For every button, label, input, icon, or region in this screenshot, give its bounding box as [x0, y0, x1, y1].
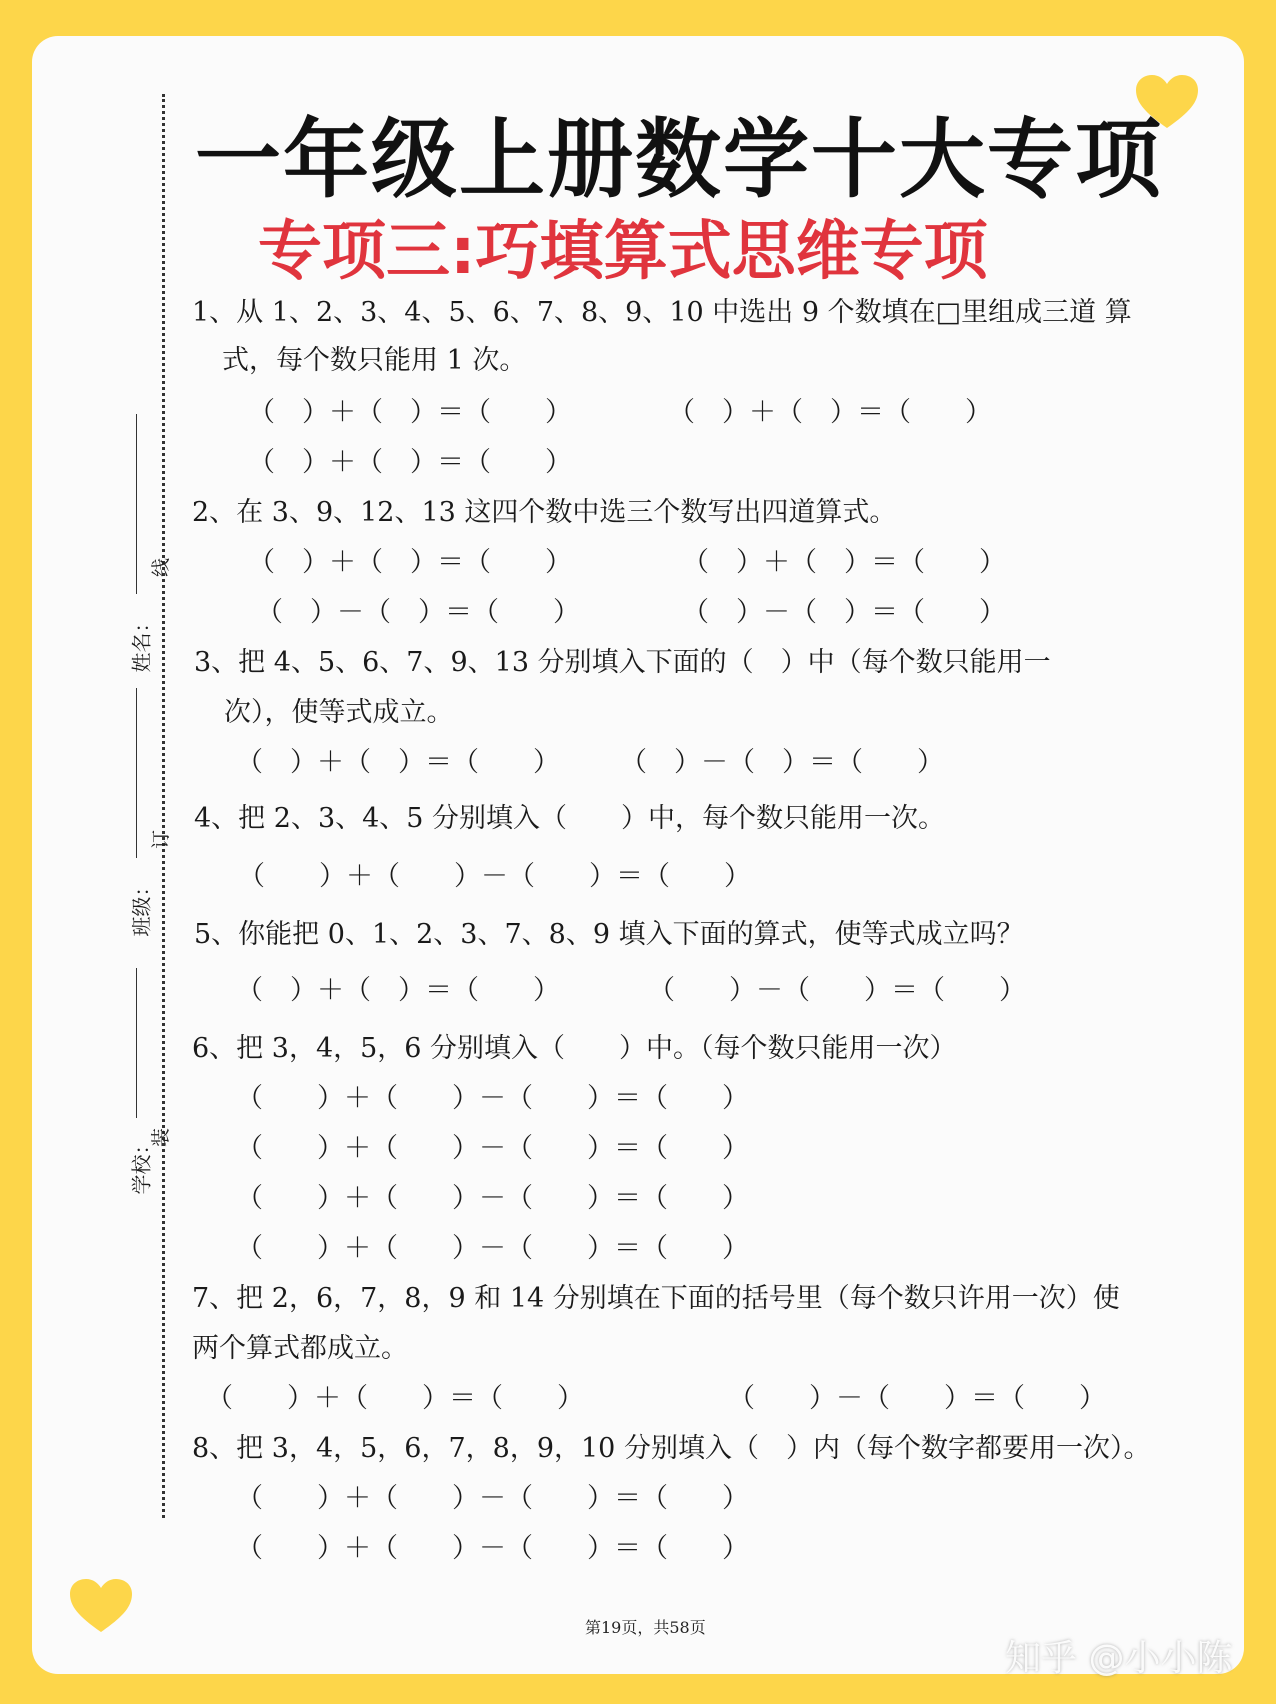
question-text: 2、在 3、9、12、13 这四个数中选三个数写出四道算式。: [192, 497, 897, 528]
question-text: 3、把 4、5、6、7、9、13 分别填入下面的（ ）中（每个数只能用一: [194, 647, 1051, 678]
equation-line: （ ）＋（ ）－（ ）＝（ ）: [236, 1533, 749, 1564]
question-text: 4、把 2、3、4、5 分别填入（ ）中，每个数只能用一次。: [194, 803, 946, 834]
equation-line: （ ）－（ ）＝（ ）: [256, 597, 580, 628]
equation-line: （ ）＋（ ）－（ ）＝（ ）: [236, 1083, 749, 1114]
heart-icon: [68, 1578, 134, 1634]
equation-line: （ ）＋（ ）－（ ）＝（ ）: [238, 861, 751, 892]
equation-line: （ ）＋（ ）＝（ ）: [236, 975, 560, 1006]
binding-char: 装: [150, 1127, 173, 1148]
school-label: 学校：: [129, 1134, 154, 1195]
equation-line: （ ）＋（ ）＝（ ）: [206, 1383, 584, 1414]
equation-line: （ ）－（ ）＝（ ）: [728, 1383, 1106, 1414]
question-text: 7、把 2，6，7，8，9 和 14 分别填在下面的括号里（每个数只许用一次）使: [192, 1283, 1120, 1314]
equation-line: （ ）＋（ ）＝（ ）: [682, 547, 1006, 578]
equation-line: （ ）＋（ ）－（ ）＝（ ）: [236, 1183, 749, 1214]
name-label: 姓名：: [129, 612, 154, 673]
question-text: 两个算式都成立。: [192, 1333, 408, 1364]
equation-line: （ ）－（ ）＝（ ）: [620, 747, 944, 778]
page-number: 第19页，共58页: [585, 1618, 706, 1637]
equation-line: （ ）－（ ）＝（ ）: [648, 975, 1026, 1006]
equation-line: （ ）＋（ ）＝（ ）: [248, 547, 572, 578]
page-title: 一年级上册数学十大专项: [195, 110, 1163, 210]
page-subtitle: 专项三:巧填算式思维专项: [258, 215, 988, 289]
binding-dotted-line: [162, 94, 165, 1518]
watermark: 知乎 @小小陈: [1005, 1638, 1233, 1679]
equation-line: （ ）－（ ）＝（ ）: [682, 597, 1006, 628]
class-label: 班级：: [129, 876, 154, 937]
class-underline: [136, 688, 137, 858]
equation-line: （ ）＋（ ）＝（ ）: [248, 397, 572, 428]
equation-line: （ ）＋（ ）＝（ ）: [248, 447, 572, 478]
equation-line: （ ）＋（ ）－（ ）＝（ ）: [236, 1233, 749, 1264]
question-text: 1、从 1、2、3、4、5、6、7、8、9、10 中选出 9 个数填在□里组成三道 算: [192, 297, 1132, 328]
question-text: 8、把 3，4，5，6，7，8，9，10 分别填入（ ）内（每个数字都要用一次）。: [192, 1433, 1151, 1464]
equation-line: （ ）＋（ ）－（ ）＝（ ）: [236, 1483, 749, 1514]
school-underline: [136, 968, 137, 1118]
question-text: 6、把 3，4，5，6 分别填入（ ）中。（每个数只能用一次）: [192, 1033, 957, 1064]
question-text: 式，每个数只能用 1 次。: [222, 345, 527, 376]
question-text: 次），使等式成立。: [224, 697, 454, 728]
name-underline: [136, 414, 137, 594]
equation-line: （ ）＋（ ）－（ ）＝（ ）: [236, 1133, 749, 1164]
equation-line: （ ）＋（ ）＝（ ）: [236, 747, 560, 778]
binding-char: 线: [150, 557, 173, 578]
equation-line: （ ）＋（ ）＝（ ）: [668, 397, 992, 428]
question-text: 5、你能把 0、1、2、3、7、8、9 填入下面的算式，使等式成立吗？: [194, 919, 1024, 950]
binding-char: 订: [150, 829, 173, 850]
